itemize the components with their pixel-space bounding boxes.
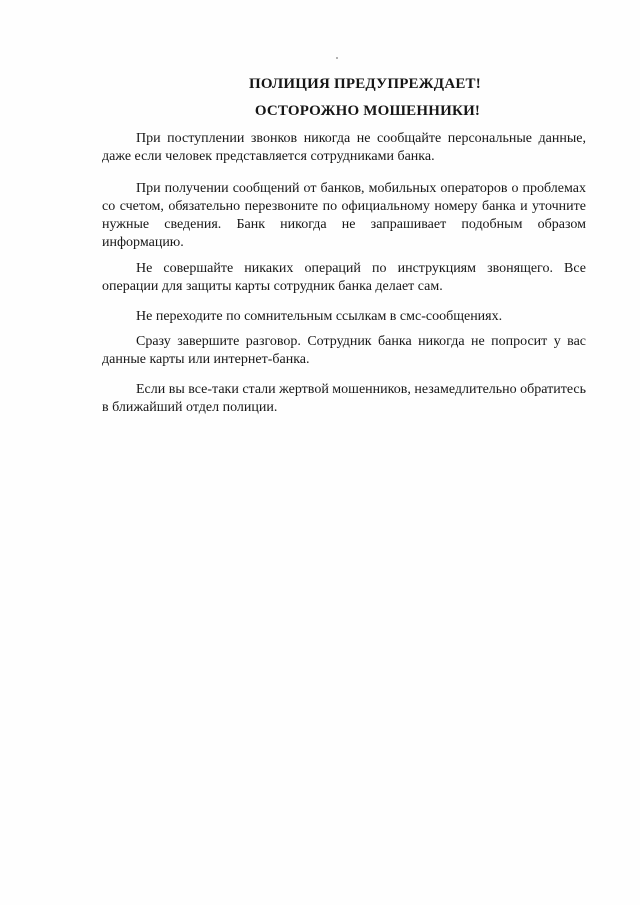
heading-beware-fraudsters: ОСТОРОЖНО МОШЕННИКИ!	[254, 103, 481, 119]
heading-police-warns: ПОЛИЦИЯ ПРЕДУПРЕЖДАЕТ!	[249, 76, 481, 92]
paragraph-end-call: Сразу завершите разговор. Сотрудник банка никогда не попросит у вас данные карты или интернет-банка.	[102, 334, 586, 367]
paragraph-no-links: Не переходите по сомнительным ссылкам в смс-сообщениях.	[136, 309, 503, 324]
paragraph-personal-data: При поступлении звонков никогда не сообщайте персональные данные, даже если человек представляется сотрудниками банка.	[102, 131, 586, 164]
scan-speck	[336, 57, 338, 59]
paragraph-no-operations: Не совершайте никаких операций по инструкциям звонящего. Все операции для защиты карты сотрудник банка делает сам.	[102, 261, 586, 294]
paragraph-contact-police: Если вы все-таки стали жертвой мошенников, незамедлительно обратитесь в ближайший отдел полиции.	[102, 382, 587, 415]
paragraph-call-back-bank: При получении сообщений от банков, мобильных операторов о проблемах со счетом, обязательно перезвоните по официальному номеру банка и уточните нужные сведения. Банк никогда не запрашивает подобным образом информацию.	[102, 181, 586, 250]
